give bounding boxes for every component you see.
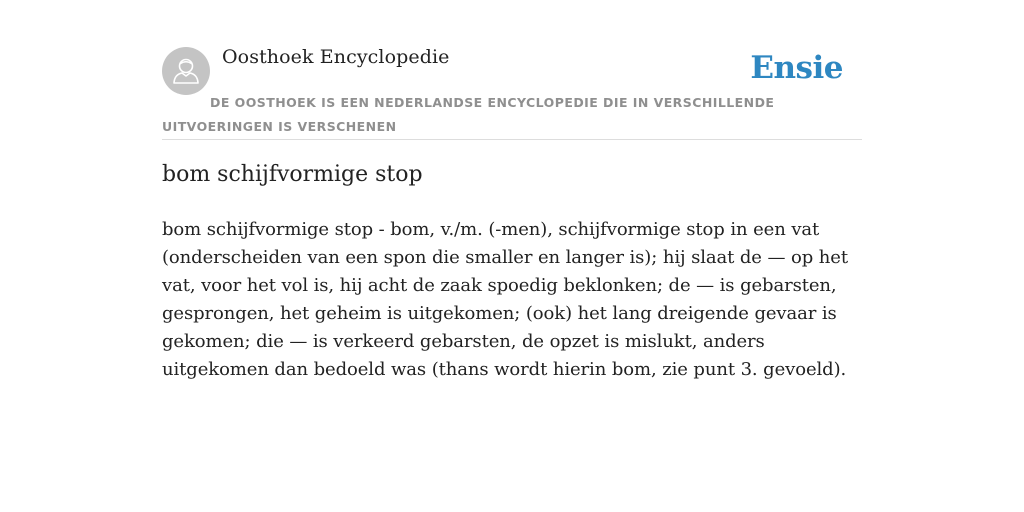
source-name[interactable]: Oosthoek Encyclopedie	[222, 46, 450, 68]
source-description: DE OOSTHOEK IS EEN NEDERLANDSE ENCYCLOPEDIE DIE IN VERSCHILLENDE UITVOERINGEN IS VERSCHENEN	[162, 95, 775, 134]
entry-body: bom schijfvormige stop - bom, v./m. (-men), schijfvormige stop in een vat (onderscheiden van een spon die smaller en langer is); hij slaat de — op het vat, voor het vol is, hij acht de zaak spoedig beklonken; de — is gebarsten, gesprongen, het geheim is uitgekomen; (ook) het lang dreigende gevaar is gekomen; die — is verkeerd gebarsten, de opzet is mislukt, anders uitgekomen dan bedoeld was (thans wordt hierin bom, zie punt 3. gevoeld).	[162, 219, 848, 380]
divider	[162, 139, 862, 140]
brand-logo[interactable]: Ensie	[750, 50, 843, 86]
user-silhouette-icon	[162, 47, 210, 95]
entry-title: bom schijfvormige stop	[162, 162, 423, 187]
avatar[interactable]	[162, 47, 210, 95]
